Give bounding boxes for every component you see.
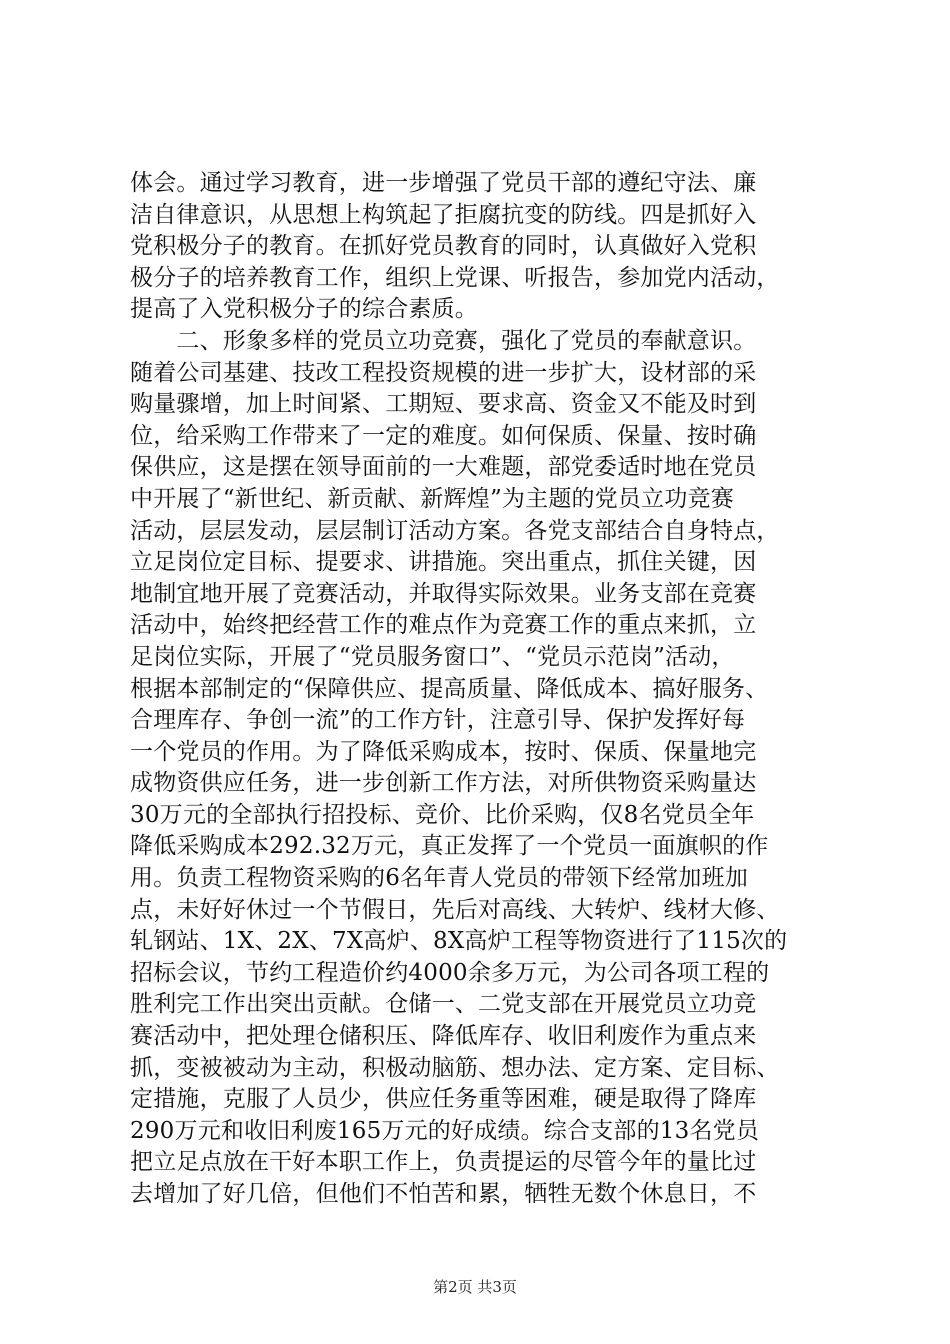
text-line: 把立足点放在干好本职工作上，负责提运的尽管今年的量比过: [130, 1149, 757, 1176]
text-line: 极分子的培养教育工作，组织上党课、听报告，参加党内活动，: [130, 264, 780, 291]
text-line: 地制宜地开展了竞赛活动，并取得实际效果。业务支部在竞赛: [130, 580, 757, 607]
text-line: 合理库存、争创一流”的工作方针，注意引导、保护发挥好每: [130, 707, 746, 734]
text-line: 290万元和收旧利废165万元的好成绩。综合支部的13名党员: [130, 1117, 760, 1144]
text-line: 降低采购成本292.32万元，真正发挥了一个党员一面旗帜的作: [130, 833, 769, 860]
text-line: 足岗位实际，开展了“党员服务窗口”、“党员示范岗”活动，: [130, 643, 735, 670]
page-footer: 第2页 共3页: [433, 1278, 517, 1296]
text-line: 根据本部制定的“保障供应、提高质量、降低成本、搞好服务、: [130, 675, 769, 702]
text-line: 二、形象多样的党员立功竞赛，强化了党员的奉献意识。: [130, 327, 757, 354]
text-line: 胜利完工作出突出贡献。仓储一、二党支部在开展党员立功竞: [130, 991, 757, 1018]
text-line: 体会。通过学习教育，进一步增强了党员干部的遵纪守法、廉: [130, 170, 757, 196]
text-line: 招标会议，节约工程造价约4000余多万元，为公司各项工程的: [130, 959, 770, 986]
text-line: 去增加了好几倍，但他们不怕苦和累，牺牲无数个休息日，不: [130, 1181, 757, 1207]
text-line: 党积极分子的教育。在抓好党员教育的同时，认真做好入党积: [130, 233, 757, 260]
text-line: 用。负责工程物资采购的6名年青人党员的带领下经常加班加: [130, 865, 749, 892]
text-line: 活动，层层发动，层层制订活动方案。各党支部结合自身特点，: [130, 517, 780, 544]
text-line: 抓，变被被动为主动，积极动脑筋、想办法、定方案、定目标、: [130, 1054, 780, 1081]
text-line: 点，未好好休过一个节假日，先后对高线、大转炉、线材大修、: [130, 896, 780, 923]
text-line: 成物资供应任务，进一步创新工作方法，对所供物资采购量达: [130, 770, 757, 797]
text-line: 立足岗位定目标、提要求、讲措施。突出重点，抓住关键，因: [130, 549, 757, 576]
text-line: 中开展了“新世纪、新贡献、新辉煌”为主题的党员立功竞赛: [130, 485, 734, 512]
text-line: 位，给采购工作带来了一定的难度。如何保质、保量、按时确: [130, 422, 757, 449]
text-line: 洁自律意识，从思想上构筑起了拒腐抗变的防线。四是抓好入: [130, 201, 757, 228]
text-line: 赛活动中，把处理仓储积压、降低库存、收旧利废作为重点来: [130, 1023, 757, 1050]
text-line: 一个党员的作用。为了降低采购成本，按时、保质、保量地完: [130, 738, 757, 765]
text-line: 保供应，这是摆在领导面前的一大难题，部党委适时地在党员: [130, 454, 757, 481]
text-line: 提高了入党积极分子的综合素质。: [130, 296, 478, 323]
text-line: 活动中，始终把经营工作的难点作为竞赛工作的重点来抓，立: [130, 612, 757, 639]
body-text: [130, 168, 830, 1211]
text-line: 随着公司基建、技改工程投资规模的进一步扩大，设材部的采: [130, 359, 757, 386]
text-line: 30万元的全部执行招投标、竞价、比价采购，仅8名党员全年: [130, 801, 755, 828]
text-line: 轧钢站、1X、2X、7X高炉、8X高炉工程等物资进行了115次的: [130, 928, 788, 955]
text-line: 定措施，克服了人员少，供应任务重等困难，硬是取得了降库: [130, 1086, 757, 1113]
text-line: 购量骤增，加上时间紧、工期短、要求高、资金又不能及时到: [130, 391, 757, 418]
